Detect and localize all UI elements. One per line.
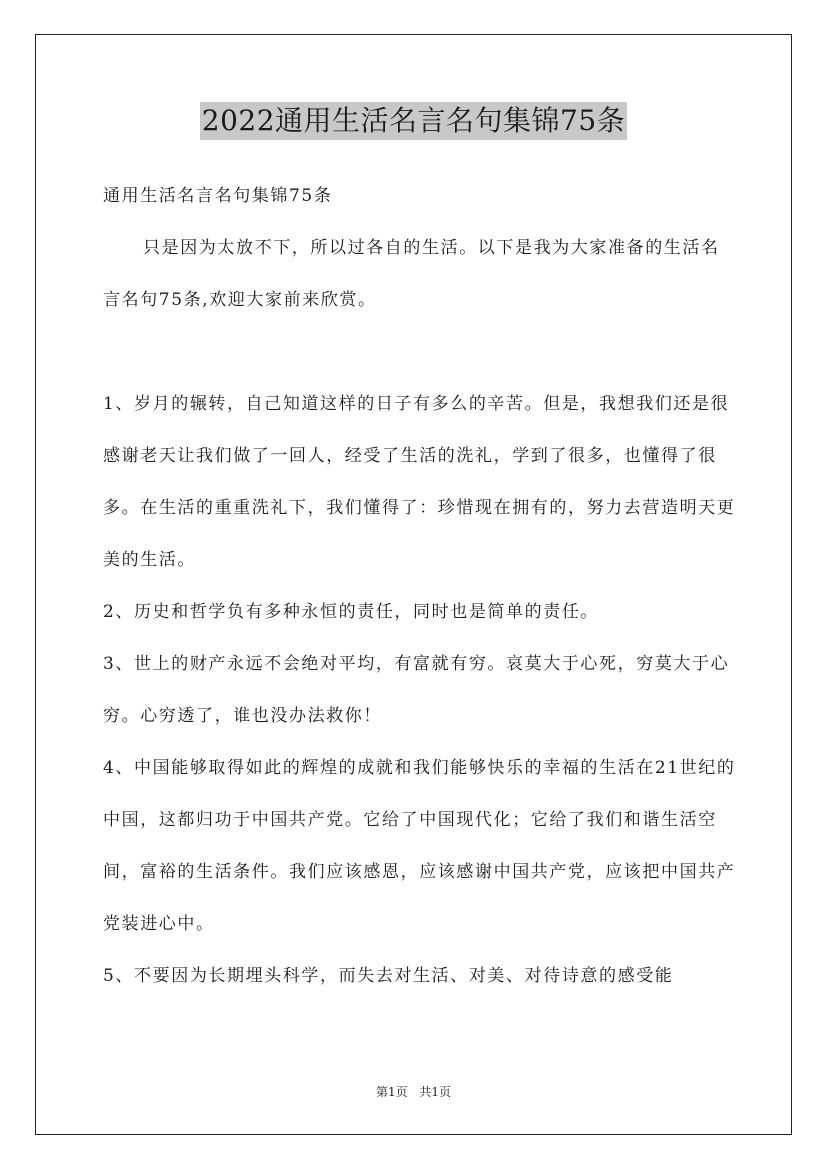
page-total: 共1页: [419, 1085, 452, 1099]
list-item: 3、世上的财产永远不会绝对平均，有富就有穷。哀莫大于心死，穷莫大于心穷。心穷透了，谁也没办法救你！: [103, 654, 730, 726]
intro-paragraph: 只是因为太放不下，所以过各自的生活。以下是我为大家准备的生活名言名句75条,欢迎大家前来欣赏。: [103, 238, 720, 310]
document-subtitle: 通用生活名言名句集锦75条: [103, 186, 333, 206]
page-number: 第1页: [375, 1085, 408, 1099]
document-body: [103, 170, 738, 1002]
list-item: 1、岁月的辗转，自己知道这样的日子有多么的辛苦。但是，我想我们还是很感谢老天让我们做了一回人，经受了生活的洗礼，学到了很多，也懂得了很多。在生活的重重洗礼下，我们懂得了：珍惜现在拥有的，努力去营造明天更美的生活。: [103, 394, 736, 570]
paragraph-gap: [103, 326, 738, 378]
title-container: [0, 102, 827, 140]
list-item: 4、中国能够取得如此的辉煌的成就和我们能够快乐的幸福的生活在21世纪的中国，这都归功于中国共产党。它给了中国现代化；它给了我们和谐生活空间，富裕的生活条件。我们应该感恩，应该感谢中国共产党，应该把中国共产党装进心中。: [103, 758, 736, 934]
list-item: 5、不要因为长期埋头科学，而失去对生活、对美、对待诗意的感受能: [103, 966, 674, 986]
page-footer: [0, 1082, 827, 1102]
document-title: 2022通用生活名言名句集锦75条: [200, 102, 627, 140]
list-item: 2、历史和哲学负有多种永恒的责任，同时也是简单的责任。: [103, 602, 600, 622]
